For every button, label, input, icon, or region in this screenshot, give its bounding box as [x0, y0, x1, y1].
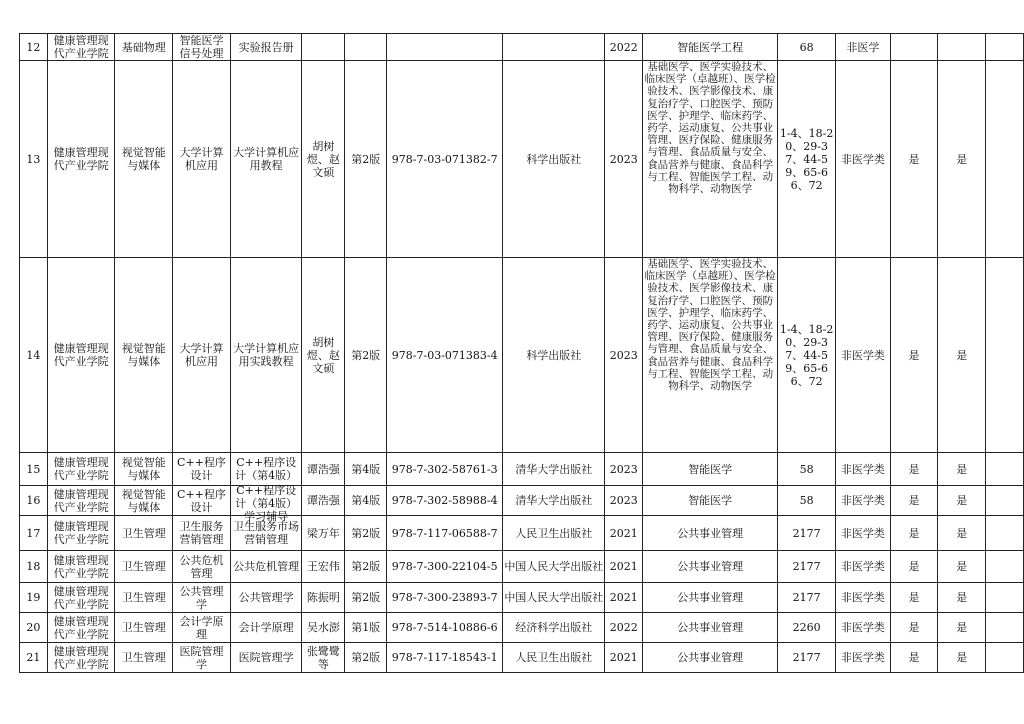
edition-cell: [345, 34, 387, 61]
row-number: 18: [20, 551, 48, 583]
isbn-cell: 978-7-117-06588-7: [387, 516, 503, 551]
isbn-cell: 978-7-03-071383-4: [387, 258, 503, 453]
row-number: 12: [20, 34, 48, 61]
college-cell: 健康管理现代产业学院: [47, 486, 115, 516]
flag-cell-1: 是: [890, 486, 938, 516]
pages-cell: 58: [778, 453, 836, 486]
author-cell: 王宏伟: [302, 551, 345, 583]
department-cell: 卫生管理: [115, 516, 173, 551]
publisher-cell: 人民卫生出版社: [503, 516, 605, 551]
edition-cell: 第2版: [345, 516, 387, 551]
major-cell: 智能医学工程: [643, 34, 778, 61]
flag-cell-1: 是: [890, 613, 938, 643]
year-cell: 2023: [605, 453, 643, 486]
type-cell: 非医学类: [836, 453, 891, 486]
publisher-cell: 中国人民大学出版社: [503, 583, 605, 613]
type-cell: 非医学类: [836, 486, 891, 516]
type-cell: 非医学类: [836, 551, 891, 583]
pages-cell: 58: [778, 486, 836, 516]
edition-cell: 第2版: [345, 258, 387, 453]
textbook-cell: 公共危机管理: [230, 551, 302, 583]
row-number: 19: [20, 583, 48, 613]
author-cell: 胡树煜、赵文硕: [302, 61, 345, 258]
department-cell: 卫生管理: [115, 551, 173, 583]
flag-cell-2: 是: [938, 516, 986, 551]
isbn-cell: 978-7-117-18543-1: [387, 643, 503, 673]
department-cell: 卫生管理: [115, 613, 173, 643]
flag-cell-1: 是: [890, 61, 938, 258]
isbn-cell: 978-7-514-10886-6: [387, 613, 503, 643]
edition-cell: 第1版: [345, 613, 387, 643]
row-number: 20: [20, 613, 48, 643]
author-cell: 梁万年: [302, 516, 345, 551]
publisher-cell: 清华大学出版社: [503, 453, 605, 486]
pages-cell: 1-4、18-20、29-37、44-59、65-66、72: [778, 61, 836, 258]
empty-cell: [986, 551, 1024, 583]
college-cell: 健康管理现代产业学院: [47, 453, 115, 486]
pages-cell: 1-4、18-20、29-37、44-59、65-66、72: [778, 258, 836, 453]
year-cell: 2023: [605, 486, 643, 516]
course-cell: 大学计算机应用: [173, 61, 231, 258]
isbn-cell: 978-7-300-23893-7: [387, 583, 503, 613]
department-cell: 卫生管理: [115, 583, 173, 613]
table-row: [20, 34, 1024, 61]
isbn-cell: 978-7-302-58761-3: [387, 453, 503, 486]
department-cell: 视觉智能与媒体: [115, 453, 173, 486]
course-cell: 卫生服务营销管理: [173, 516, 231, 551]
course-cell: 大学计算机应用: [173, 258, 231, 453]
flag-cell-2: 是: [938, 613, 986, 643]
pages-cell: 2177: [778, 643, 836, 673]
publisher-cell: 清华大学出版社: [503, 486, 605, 516]
empty-cell: [986, 453, 1024, 486]
edition-cell: 第2版: [345, 61, 387, 258]
major-cell: 智能医学: [643, 486, 778, 516]
major-cell: 智能医学: [643, 453, 778, 486]
isbn-cell: 978-7-03-071382-7: [387, 61, 503, 258]
flag-cell-2: 是: [938, 551, 986, 583]
course-cell: 智能医学信号处理: [173, 34, 231, 61]
author-cell: 胡树煜、赵文硕: [302, 258, 345, 453]
isbn-cell: 978-7-302-58988-4: [387, 486, 503, 516]
flag-cell-2: 是: [938, 643, 986, 673]
type-cell: 非医学类: [836, 258, 891, 453]
flag-cell-2: 是: [938, 583, 986, 613]
textbook-table: [19, 33, 1024, 673]
pages-cell: 68: [778, 34, 836, 61]
type-cell: 非医学类: [836, 516, 891, 551]
textbook-cell: 医院管理学: [230, 643, 302, 673]
textbook-cell: 公共管理学: [230, 583, 302, 613]
edition-cell: 第2版: [345, 583, 387, 613]
college-cell: 健康管理现代产业学院: [47, 613, 115, 643]
department-cell: 卫生管理: [115, 643, 173, 673]
pages-cell: 2177: [778, 551, 836, 583]
year-cell: 2021: [605, 583, 643, 613]
publisher-cell: [503, 34, 605, 61]
empty-cell: [986, 61, 1024, 258]
empty-cell: [986, 643, 1024, 673]
flag-cell-2: [938, 34, 986, 61]
author-cell: 谭浩强: [302, 453, 345, 486]
course-cell: C++程序设计: [173, 453, 231, 486]
isbn-cell: [387, 34, 503, 61]
flag-cell-1: 是: [890, 643, 938, 673]
pages-cell: 2260: [778, 613, 836, 643]
type-cell: 非医学类: [836, 613, 891, 643]
college-cell: 健康管理现代产业学院: [47, 583, 115, 613]
row-number: 21: [20, 643, 48, 673]
type-cell: 非医学类: [836, 61, 891, 258]
table-row: [20, 583, 1024, 613]
department-cell: 基础物理: [115, 34, 173, 61]
publisher-cell: 科学出版社: [503, 61, 605, 258]
table-row: [20, 551, 1024, 583]
textbook-cell: [230, 484, 302, 523]
course-cell: 公共危机管理: [173, 551, 231, 583]
table-row: [20, 61, 1024, 258]
college-cell: 健康管理现代产业学院: [47, 34, 115, 61]
course-cell: 公共管理学: [173, 583, 231, 613]
year-cell: 2023: [605, 258, 643, 453]
type-cell: 非医学类: [836, 583, 891, 613]
author-cell: 吴水澎: [302, 613, 345, 643]
department-cell: 视觉智能与媒体: [115, 61, 173, 258]
publisher-cell: 中国人民大学出版社: [503, 551, 605, 583]
year-cell: 2022: [605, 34, 643, 61]
textbook-cell: 会计学原理: [230, 613, 302, 643]
flag-cell-1: 是: [890, 453, 938, 486]
author-cell: [302, 34, 345, 61]
flag-cell-1: 是: [890, 551, 938, 583]
empty-cell: [986, 486, 1024, 516]
author-cell: 谭浩强: [302, 486, 345, 516]
publisher-cell: 人民卫生出版社: [503, 643, 605, 673]
course-cell: 医院管理学: [173, 643, 231, 673]
college-cell: 健康管理现代产业学院: [47, 516, 115, 551]
type-cell: 非医学: [836, 34, 891, 61]
year-cell: 2021: [605, 643, 643, 673]
row-number: 13: [20, 61, 48, 258]
edition-cell: 第2版: [345, 643, 387, 673]
major-cell: 公共事业管理: [643, 516, 778, 551]
edition-cell: 第2版: [345, 551, 387, 583]
edition-cell: 第4版: [345, 486, 387, 516]
year-cell: 2021: [605, 551, 643, 583]
textbook-cell: 实验报告册: [230, 34, 302, 61]
table-row: [20, 486, 1024, 516]
edition-cell: 第4版: [345, 453, 387, 486]
flag-cell-2: 是: [938, 258, 986, 453]
flag-cell-2: 是: [938, 61, 986, 258]
major-cell: [643, 258, 778, 453]
type-cell: 非医学类: [836, 643, 891, 673]
author-cell: 陈振明: [302, 583, 345, 613]
flag-cell-1: 是: [890, 516, 938, 551]
table-row: [20, 516, 1024, 551]
major-text: 基础医学、医学实验技术、临床医学（卓越班）、医学检验技术、医学影像技术、康复治疗学、口腔医学、预防医学、护理学、临床药学、药学、运动康复、公共事业管理、医疗保险、健康服务与管理、食品质量与安全、食品营养与健康、食品科学与工程、智能医学工程、动物科学、动物医学: [644, 61, 776, 196]
year-cell: 2023: [605, 61, 643, 258]
empty-cell: [986, 583, 1024, 613]
table-row: [20, 613, 1024, 643]
pages-cell: 2177: [778, 516, 836, 551]
publisher-cell: 经济科学出版社: [503, 613, 605, 643]
major-text: 基础医学、医学实验技术、临床医学（卓越班）、医学检验技术、医学影像技术、康复治疗学、口腔医学、预防医学、护理学、临床药学、药学、运动康复、公共事业管理、医疗保险、健康服务与管理、食品质量与安全、食品营养与健康、食品科学与工程、智能医学工程、动物科学、动物医学: [644, 258, 776, 393]
college-cell: 健康管理现代产业学院: [47, 61, 115, 258]
table-row: [20, 258, 1024, 453]
flag-cell-1: [890, 34, 938, 61]
textbook-cell: 大学计算机应用教程: [230, 61, 302, 258]
flag-cell-1: 是: [890, 583, 938, 613]
course-cell: 会计学原理: [173, 613, 231, 643]
table-row: [20, 643, 1024, 673]
pages-cell: 2177: [778, 583, 836, 613]
row-number: 16: [20, 486, 48, 516]
department-cell: 视觉智能与媒体: [115, 258, 173, 453]
row-number: 17: [20, 516, 48, 551]
textbook-text: C++程序设计（第4版）学习辅导: [235, 484, 298, 523]
publisher-cell: 科学出版社: [503, 258, 605, 453]
college-cell: 健康管理现代产业学院: [47, 643, 115, 673]
table-row: [20, 453, 1024, 486]
major-cell: [643, 61, 778, 258]
flag-cell-2: 是: [938, 453, 986, 486]
empty-cell: [986, 34, 1024, 61]
major-cell: 公共事业管理: [643, 551, 778, 583]
flag-cell-2: 是: [938, 486, 986, 516]
college-cell: 健康管理现代产业学院: [47, 258, 115, 453]
course-cell: C++程序设计: [173, 486, 231, 516]
college-cell: 健康管理现代产业学院: [47, 551, 115, 583]
row-number: 15: [20, 453, 48, 486]
textbook-cell: 大学计算机应用实践教程: [230, 258, 302, 453]
major-cell: 公共事业管理: [643, 643, 778, 673]
major-cell: 公共事业管理: [643, 583, 778, 613]
textbook-cell: 卫生服务市场营销管理: [230, 516, 302, 551]
author-cell: 张鹭鹭等: [302, 643, 345, 673]
empty-cell: [986, 258, 1024, 453]
department-cell: 视觉智能与媒体: [115, 486, 173, 516]
empty-cell: [986, 613, 1024, 643]
row-number: 14: [20, 258, 48, 453]
major-cell: 公共事业管理: [643, 613, 778, 643]
textbook-cell: C++程序设计（第4版）: [230, 453, 302, 486]
year-cell: 2022: [605, 613, 643, 643]
year-cell: 2021: [605, 516, 643, 551]
flag-cell-1: 是: [890, 258, 938, 453]
isbn-cell: 978-7-300-22104-5: [387, 551, 503, 583]
empty-cell: [986, 516, 1024, 551]
